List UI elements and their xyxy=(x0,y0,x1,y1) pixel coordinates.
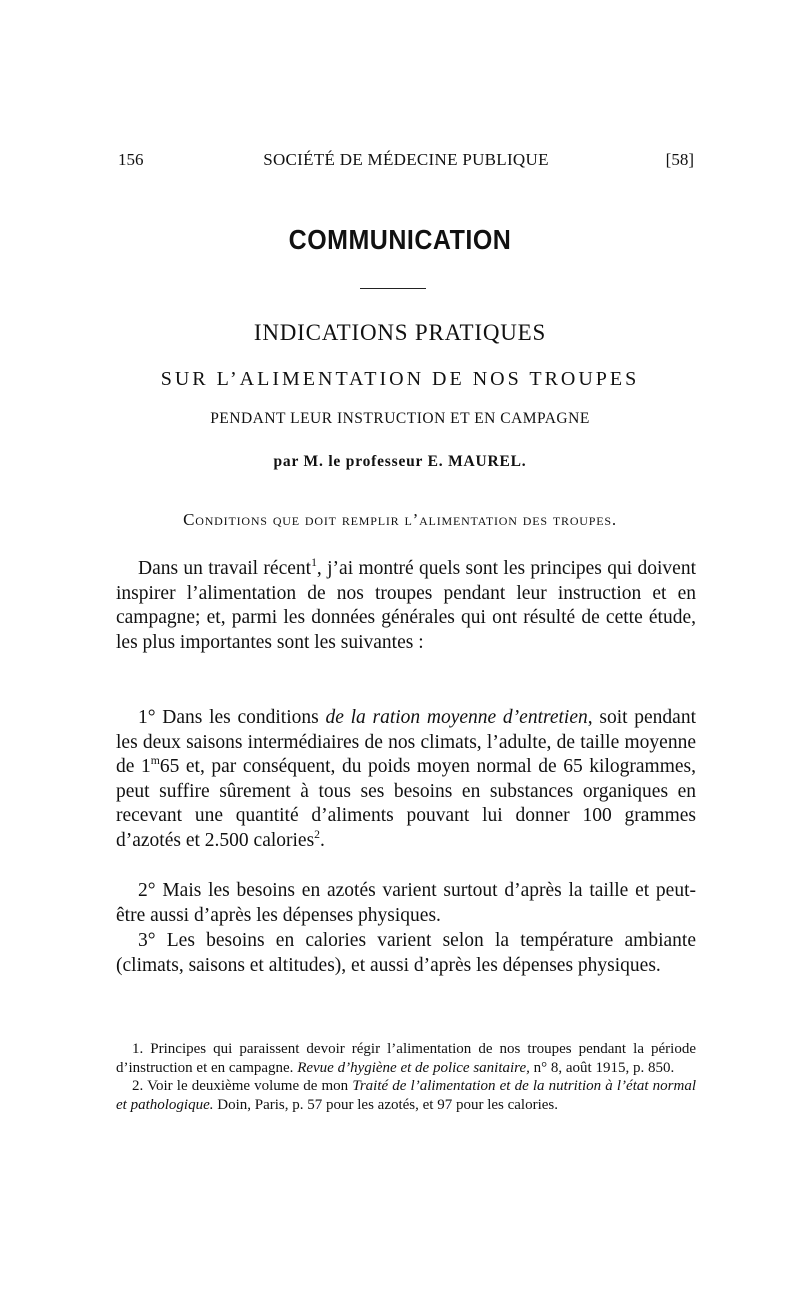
page-number: 156 xyxy=(118,150,144,169)
sheet-marker: [58] xyxy=(665,150,694,169)
section-label: COMMUNICATION xyxy=(288,224,512,256)
unit-superscript: m xyxy=(150,754,160,767)
footnote-1-text: 1. Principes qui paraissent devoir régir l’alimentation de nos troupes pendant la période d’instruction et en campagne. xyxy=(116,1041,696,1076)
paragraph-4: 3° Les besoins en calories varient selon la température ambiante (climats, saisons et altitudes), et aussi d’après les dépenses physiques. xyxy=(116,930,696,976)
paragraph-2-lead: 1° Dans les conditions xyxy=(138,707,326,728)
footnote-2 xyxy=(116,1077,696,1114)
footnote-2-book: Traité de l’alimentation et de la nutrition à l’état normal et pathologique. xyxy=(116,1078,696,1113)
running-title: SOCIÉTÉ DE MÉDECINE PUBLIQUE xyxy=(263,150,549,169)
paragraph-2-end: . xyxy=(320,829,325,851)
title-divider xyxy=(360,288,426,289)
paragraph-2-italic: de la ration moyenne d’entretien xyxy=(325,707,588,728)
paragraph-3: 2° Mais les besoins en azotés varient surtout d’après la taille et peut-être aussi d’après les dépenses physiques. xyxy=(116,880,696,926)
section-subheading: Conditions que doit remplir l’alimentation des troupes. xyxy=(183,510,617,529)
footnotes xyxy=(116,1040,696,1114)
paragraph-2 xyxy=(116,706,696,854)
paragraph-2-text: , soit pendant les deux saisons intermédiaires de nos climats, l’adulte, de taille moyenne de 1 xyxy=(116,707,696,778)
footnote-1-journal: Revue d’hygiène et de police sanitaire, xyxy=(297,1059,530,1076)
footnote-2-text: 2. Voir le deuxième volume de mon xyxy=(132,1078,353,1094)
byline: par M. le professeur E. MAUREL. xyxy=(273,453,527,470)
paragraph-1-text: Dans un travail récent xyxy=(138,558,312,579)
running-header xyxy=(118,150,694,174)
footnote-ref-1: 1 xyxy=(311,555,317,569)
footnote-ref-2: 2 xyxy=(314,827,321,841)
article-title-line1: INDICATIONS PRATIQUES xyxy=(253,320,547,345)
article-title-line3: PENDANT LEUR INSTRUCTION ET EN CAMPAGNE xyxy=(210,410,590,427)
footnote-2-end: Doin, Paris, p. 57 pour les azotés, et 97 pour les calories. xyxy=(213,1096,559,1113)
footnote-1-end: n° 8, août 1915, p. 850. xyxy=(529,1059,675,1076)
paragraph-1-text-cont: , j’ai montré quels sont les principes qui doivent inspirer l’alimentation de nos troupes pendant leur instruction et en campagne; et, parmi les données générales qui ont résulté de cette étude, les plus importantes sont les suivantes : xyxy=(116,558,696,653)
article-title-line2: SUR L’ALIMENTATION DE NOS TROUPES xyxy=(160,368,640,390)
footnote-1 xyxy=(116,1040,696,1077)
paragraph-2-text-cont: 65 et, par conséquent, du poids moyen normal de 65 kilogrammes, peut suffire sûrement à tous ses besoins en substances organiques en recevant une quantité d’aliments pouvant lui donner 100 grammes d’azotés et 2.500 calories xyxy=(116,756,696,851)
paragraph-1 xyxy=(116,557,696,655)
